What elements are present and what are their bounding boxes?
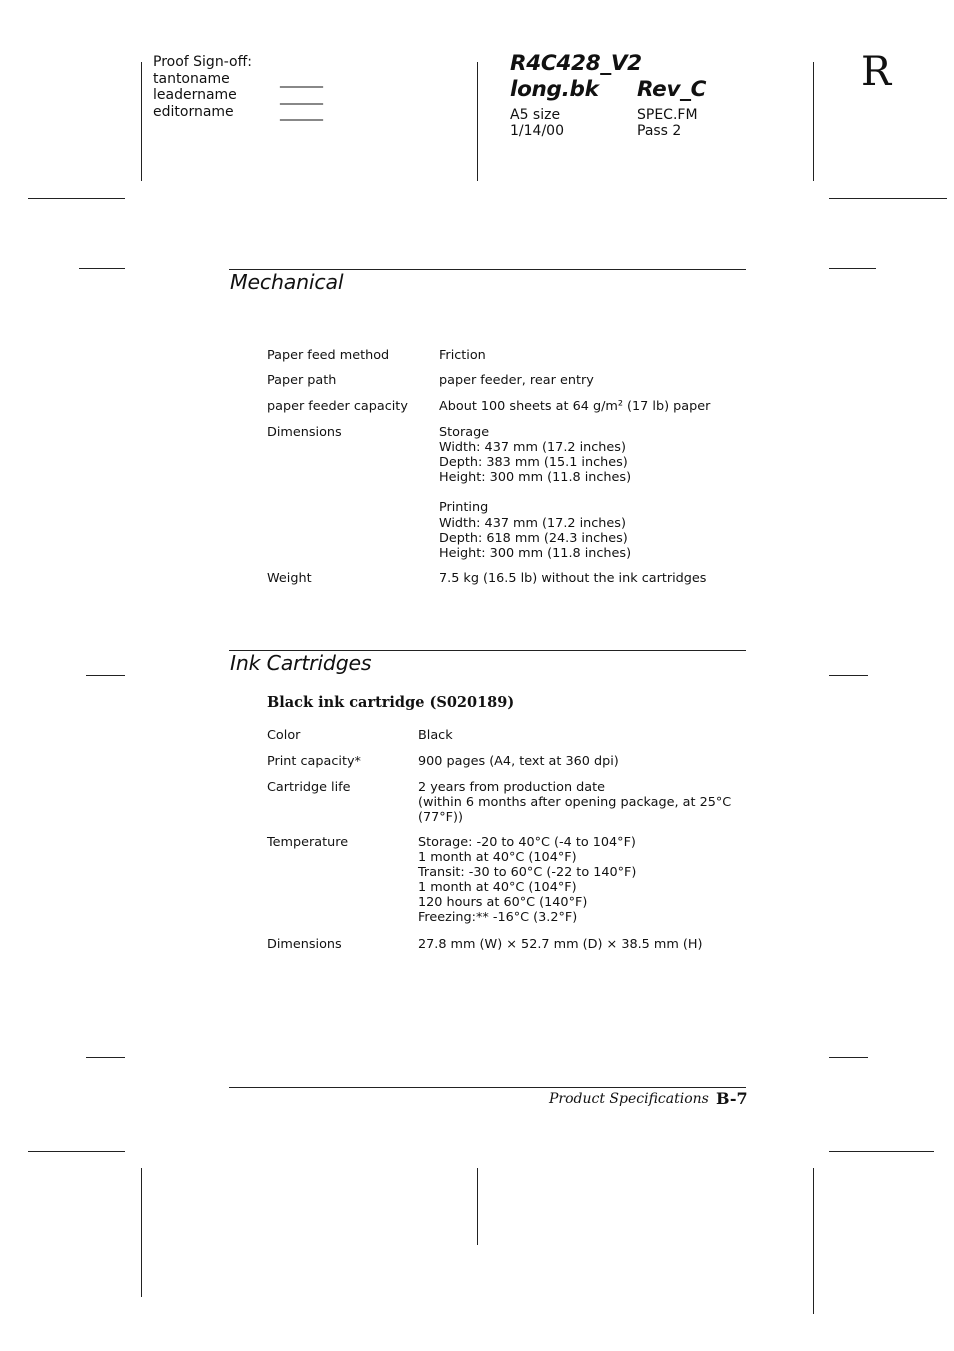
signoff-title: Proof Sign-off:	[153, 54, 252, 70]
spec-value: paper feeder, rear entry	[439, 373, 594, 388]
crop-mark	[829, 268, 876, 269]
crop-mark	[141, 1168, 142, 1297]
crop-mark	[141, 62, 142, 181]
crop-mark	[28, 198, 125, 199]
signoff-blank: _______	[280, 105, 322, 121]
crop-mark	[477, 62, 478, 181]
section-title-ink-cartridges: Ink Cartridges	[230, 651, 372, 675]
corner-mark: R	[861, 49, 892, 95]
crop-mark	[813, 62, 814, 181]
crop-mark	[813, 1168, 814, 1314]
spec-label: Dimensions	[267, 937, 342, 952]
crop-mark	[28, 1151, 125, 1152]
crop-mark	[86, 675, 125, 676]
spec-value: Storage Width: 437 mm (17.2 inches) Depth: 383 mm (15.1 inches) Height: 300 mm (11.8 inches) Printing Width: 437 mm (17.2 inches) Depth: 618 mm (24.3 inches) Height: 300 mm (11.8 inches)	[439, 425, 632, 561]
crop-mark	[829, 1151, 934, 1152]
spec-label: Dimensions	[267, 425, 342, 440]
signoff-blank: _______	[280, 88, 322, 105]
pass-number: Pass 2	[637, 123, 682, 139]
spec-label: Cartridge life	[267, 780, 351, 795]
crop-mark	[477, 1168, 478, 1245]
spec-label: paper feeder capacity	[267, 399, 408, 414]
revision: Rev_C	[637, 77, 707, 102]
spec-value: Friction	[439, 348, 486, 363]
spec-value: 2 years from production date (within 6 months after opening package, at 25°C (77°F))	[418, 780, 732, 826]
spec-label: Temperature	[267, 835, 349, 850]
file-name: SPEC.FM	[637, 107, 698, 123]
spec-label: Color	[267, 728, 301, 743]
spec-label: Weight	[267, 571, 312, 586]
print-date: 1/14/00	[510, 123, 564, 139]
footer-section-title: Product Specifications	[549, 1091, 709, 1107]
spec-value: Storage: -20 to 40°C (-4 to 104°F) 1 month at 40°C (104°F) Transit: -30 to 60°C (-22 to 140°F) 1 month at 40°C (104°F) 120 hours at 60°C (140°F) Freezing:** -16°C (3.2°F)	[418, 835, 637, 926]
book-name: long.bk	[510, 77, 599, 102]
footer-rule	[229, 1087, 746, 1088]
signoff-name: leadername	[153, 87, 237, 103]
spec-value: Black	[418, 728, 453, 743]
proof-signoff	[153, 54, 252, 120]
spec-label: Paper path	[267, 373, 337, 388]
crop-mark	[829, 1057, 868, 1058]
page-number: B-7	[716, 1089, 748, 1108]
spec-value: About 100 sheets at 64 g/m² (17 lb) paper	[439, 399, 711, 414]
crop-mark	[86, 1057, 125, 1058]
spec-label: Print capacity*	[267, 754, 361, 769]
spec-value: 900 pages (A4, text at 360 dpi)	[418, 754, 619, 769]
signoff-blanks	[280, 72, 322, 122]
signoff-name: editorname	[153, 103, 234, 120]
spec-value: 27.8 mm (W) × 52.7 mm (D) × 38.5 mm (H)	[418, 937, 703, 952]
crop-mark	[829, 675, 868, 676]
section-title-mechanical: Mechanical	[230, 270, 344, 294]
crop-mark	[829, 198, 947, 199]
signoff-name: tantoname	[153, 70, 230, 87]
page-size: A5 size	[510, 107, 561, 123]
subsection-title: Black ink cartridge (S020189)	[267, 694, 515, 711]
spec-value: 7.5 kg (16.5 lb) without the ink cartridges	[439, 571, 707, 586]
spec-label: Paper feed method	[267, 348, 390, 363]
signoff-blank: _______	[280, 72, 322, 88]
crop-mark	[79, 268, 125, 269]
doc-code: R4C428_V2	[510, 51, 642, 76]
